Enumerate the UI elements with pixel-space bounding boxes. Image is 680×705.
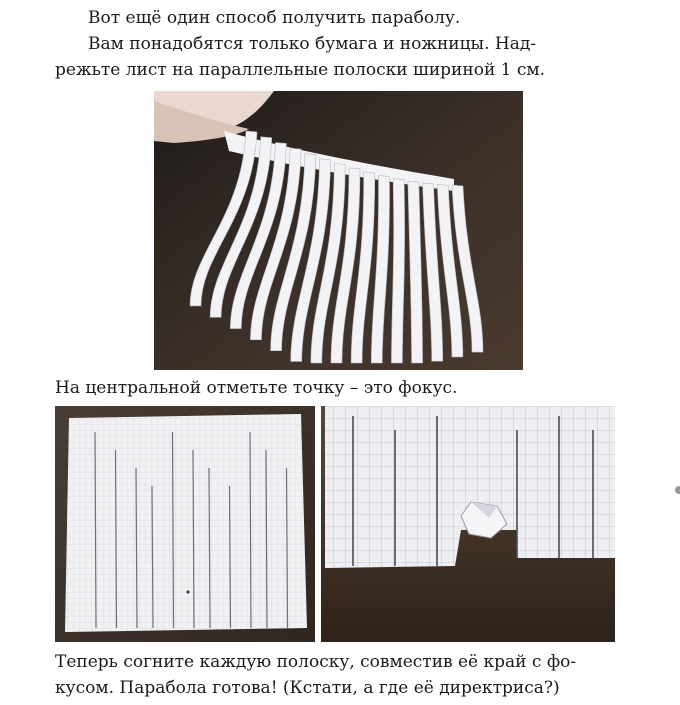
page-edge-mark [675,486,680,494]
focus-instruction: На центральной отметьте точку – это фокус. [55,378,458,398]
folded-strip-photo [321,406,615,642]
materials-line-1: Вам понадобятся только бумага и ножницы. Над- [88,34,537,54]
intro-line: Вот ещё один способ получить параболу. [88,8,461,28]
cut-paper-strips-photo [154,91,523,370]
materials-line-2: режьте лист на параллельные полоски шириной 1 см. [55,60,546,80]
fold-instruction-1: Теперь согните каждую полоску, совместив её край с фо- [55,652,577,672]
flat-strips-sheet-photo [55,406,315,642]
focus-point [186,590,189,593]
fold-instruction-2: кусом. Парабола готова! (Кстати, а где её директриса?) [55,678,560,698]
